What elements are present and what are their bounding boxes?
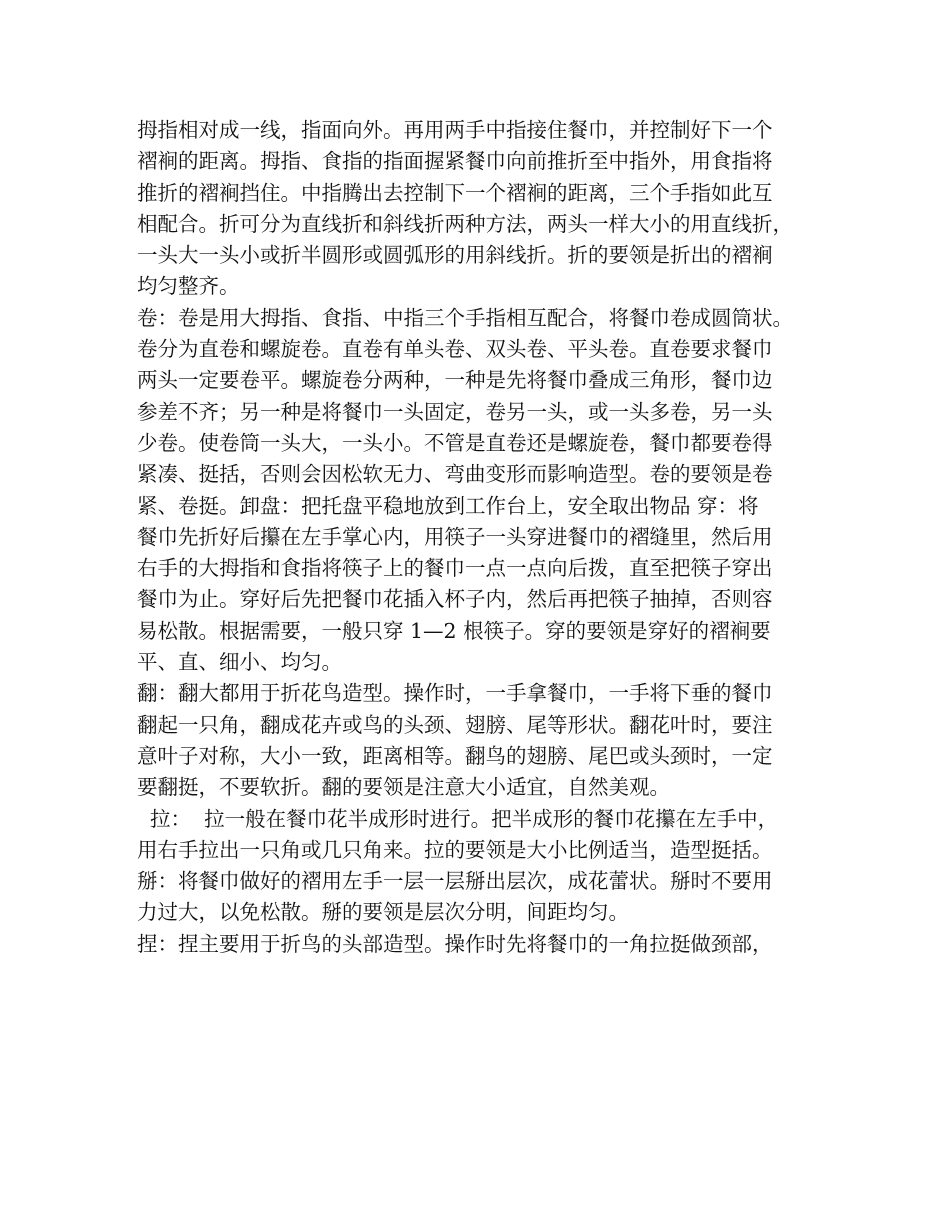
text-line: 参差不齐；另一种是将餐巾一头固定，卷另一头，或一头多卷，另一头 [137, 399, 773, 424]
text-line: 要翻挺，不要软折。翻的要领是注意大小适宜，自然美观。 [137, 775, 670, 800]
text-line: 紧、卷挺。卸盘：把托盘平稳地放到工作台上，安全取出物品 穿：将 [137, 493, 759, 518]
text-line: 均匀整齐。 [137, 274, 240, 299]
text-line: 翻：翻大都用于折花鸟造型。操作时，一手拿餐巾，一手将下垂的餐巾 [137, 681, 773, 706]
text-line: 一头大一头小或折半圆形或圆弧形的用斜线折。折的要领是折出的褶裥 [137, 243, 773, 268]
text-line: 力过大，以免松散。掰的要领是层次分明，间距均匀。 [137, 900, 629, 925]
text-line: 捏：捏主要用于折鸟的头部造型。操作时先将餐巾的一角拉挺做颈部， [137, 931, 773, 956]
text-line: 少卷。使卷筒一头大，一头小。不管是直卷还是螺旋卷，餐巾都要卷得 [137, 430, 773, 455]
text-line: 餐巾为止。穿好后先把餐巾花插入杯子内，然后再把筷子抽掉，否则容 [137, 587, 773, 612]
text-line: 易松散。根据需要，一般只穿 1—2 根筷子。穿的要领是穿好的褶裥要 [137, 618, 771, 643]
text-line: 两头一定要卷平。螺旋卷分两种，一种是先将餐巾叠成三角形，餐巾边 [137, 368, 773, 393]
text-line: 餐巾先折好后攥在左手掌心内，用筷子一头穿进餐巾的褶缝里，然后用 [137, 524, 773, 549]
text-line: 拇指相对成一线，指面向外。再用两手中指接住餐巾，并控制好下一个 [137, 118, 773, 142]
text-line: 平、直、细小、均匀。 [137, 650, 342, 675]
document-body [137, 115, 827, 960]
text-line: 右手的大拇指和食指将筷子上的餐巾一点一点向后拨，直至把筷子穿出 [137, 556, 773, 581]
text-line: 紧凑、挺括，否则会因松软无力、弯曲变形而影响造型。卷的要领是卷 [137, 462, 773, 487]
text-line: 掰：将餐巾做好的褶用左手一层一层掰出层次，成花蕾状。掰时不要用 [137, 869, 773, 894]
text-line: 拉： 拉一般在餐巾花半成形时进行。把半成形的餐巾花攥在左手中， [137, 806, 779, 831]
text-line: 卷分为直卷和螺旋卷。直卷有单头卷、双头卷、平头卷。直卷要求餐巾 [137, 337, 773, 362]
text-line: 相配合。折可分为直线折和斜线折两种方法，两头一样大小的用直线折， [137, 211, 793, 236]
text-line: 褶裥的距离。拇指、食指的指面握紧餐巾向前推折至中指外，用食指将 [137, 149, 773, 174]
text-line: 推折的褶裥挡住。中指腾出去控制下一个褶裥的距离，三个手指如此互 [137, 180, 773, 205]
text-line: 卷：卷是用大拇指、食指、中指三个手指相互配合，将餐巾卷成圆筒状。 [137, 305, 793, 330]
text-line: 意叶子对称，大小一致，距离相等。翻鸟的翅膀、尾巴或头颈时，一定 [137, 743, 773, 768]
text-line: 用右手拉出一只角或几只角来。拉的要领是大小比例适当，造型挺括。 [137, 837, 773, 862]
text-line: 翻起一只角，翻成花卉或鸟的头颈、翅膀、尾等形状。翻花叶时，要注 [137, 712, 773, 737]
